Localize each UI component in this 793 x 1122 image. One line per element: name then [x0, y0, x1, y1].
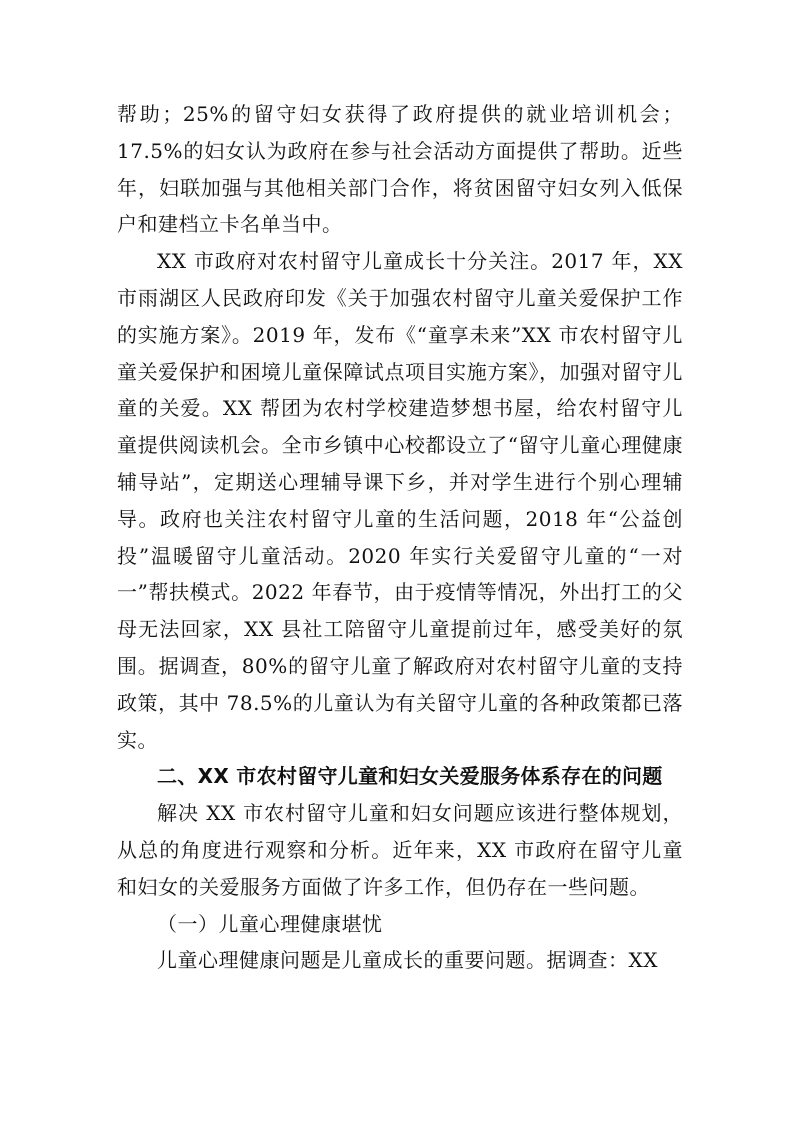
document-body: [117, 96, 683, 979]
subsection-heading: （一）儿童心理健康堪忧: [157, 911, 383, 936]
body-paragraph-children-policies: XX 市政府对农村留守儿童成长十分关注。2017 年，XX 市雨湖区人民政府印发《关于加强农村留守儿童关爱保护工作的实施方案》。2019 年，发布《“童享未来”XX 市农村留守儿童关爱保护和困境儿童保障试点项目实施方案》，加强对留守儿童的关爱。XX 帮团为农村学校建造梦想书屋，给农村留守儿童提供阅读机会。全市乡镇中心校都设立了“留守儿童心理健康辅导站”，定期送心理辅导课下乡，并对学生进行个别心理辅导。政府也关注农村留守儿童的生活问题，2018 年“公益创投”温暖留守儿童活动。2020 年实行关爱留守儿童的“一对一”帮扶模式。2022 年春节，由于疫情等情况，外出打工的父母无法回家，XX 县社工陪留守儿童提前过年，感受美好的氛围。据调查，80%的留守儿童了解政府对农村留守儿童的支持政策，其中 78.5%的儿童认为有关留守儿童的各种政策都已落实。: [117, 249, 683, 752]
section-heading: 二、XX 市农村留守儿童和妇女关爱服务体系存在的问题: [157, 764, 663, 789]
body-paragraph-women-support: 帮助；25%的留守妇女获得了政府提供的就业培训机会；17.5%的妇女认为政府在参与社会活动方面提供了帮助。近些年，妇联加强与其他相关部门合作，将贫困留守妇女列入低保户和建档立卡名单当中。: [117, 102, 683, 237]
body-paragraph-problems-intro: 解决 XX 市农村留守儿童和妇女问题应该进行整体规划，从总的角度进行观察和分析。近年来，XX 市政府在留守儿童和妇女的关爱服务方面做了许多工作，但仍存在一些问题。: [117, 801, 683, 899]
body-paragraph-mental-health: 儿童心理健康问题是儿童成长的重要问题。据调查：XX: [157, 948, 658, 973]
